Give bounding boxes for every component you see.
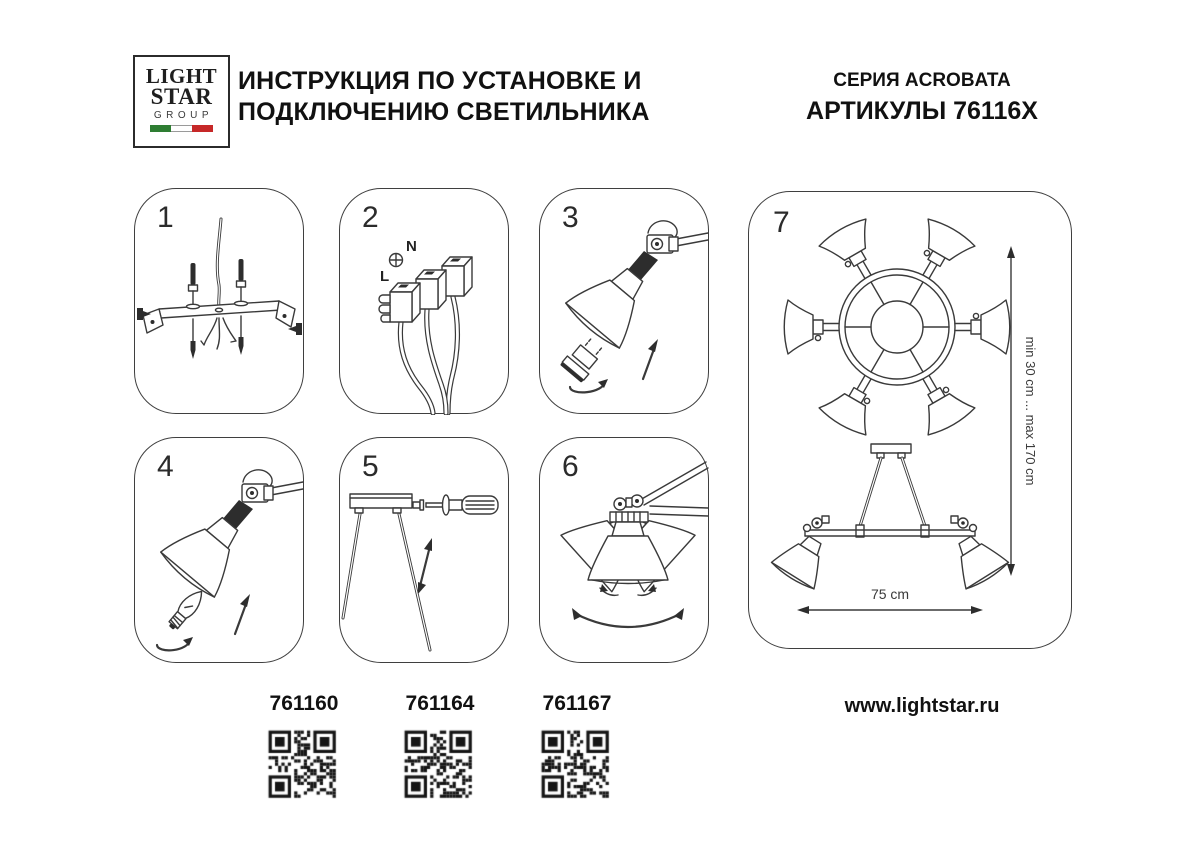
width-dimension — [797, 586, 983, 614]
suspension-wires — [343, 514, 430, 650]
article-code: 761160 — [269, 692, 339, 715]
terminal-block — [379, 283, 420, 322]
step-number: 5 — [362, 450, 379, 483]
step-number: 4 — [157, 450, 174, 483]
step-number: 7 — [773, 206, 790, 239]
chandelier-arm — [784, 216, 1010, 438]
step-number: 1 — [157, 201, 174, 234]
insert-arrow — [235, 594, 250, 634]
series-label: СЕРИЯ ACROBATA — [833, 70, 1011, 91]
lamp-arm — [647, 221, 708, 253]
ceiling-canopy — [350, 494, 412, 513]
hinge-cluster — [610, 495, 648, 522]
hinge — [951, 516, 977, 532]
lamp-arm — [242, 470, 303, 502]
logo-text: STAR — [150, 84, 213, 109]
step-7-panel — [748, 191, 1072, 649]
rotate-arrow — [570, 379, 608, 392]
logo-text: GROUP — [153, 110, 214, 121]
italian-flag-icon — [150, 125, 214, 132]
qr-code — [402, 728, 478, 804]
step-number: 6 — [562, 450, 579, 483]
step7-dimensions-diagram — [749, 192, 1073, 650]
article-code: 761167 — [542, 692, 612, 715]
lamp-arm — [640, 462, 708, 516]
width-dimension-label: 75 cm — [870, 586, 910, 602]
height-dimension-label: min 30 cm ... max 170 cm — [1023, 336, 1038, 486]
up-down-arrow — [418, 538, 432, 594]
hinge — [804, 516, 830, 532]
earth-symbol-icon — [390, 254, 403, 267]
logo-text: LIGHT — [145, 64, 218, 88]
socket-ring — [560, 335, 607, 383]
step-3-panel — [539, 188, 709, 414]
chandelier-top-view — [784, 216, 1010, 438]
chandelier-side-view — [770, 444, 1010, 591]
screwdriver — [413, 495, 498, 515]
step-number: 2 — [362, 201, 379, 234]
step-2-panel — [339, 188, 509, 414]
height-dimension — [1007, 246, 1038, 576]
insert-arrow — [643, 339, 658, 379]
qr-code — [539, 728, 615, 804]
step-6-panel — [539, 437, 709, 663]
wire-label-l: L — [380, 268, 390, 285]
lightstar-logo — [133, 55, 230, 148]
qr-code — [266, 728, 342, 804]
step-4-panel — [134, 437, 304, 663]
step-number: 3 — [562, 201, 579, 234]
website-url: www.lightstar.ru — [844, 695, 1000, 717]
article-code: 761164 — [405, 692, 475, 715]
light-bulb — [165, 587, 207, 633]
wire-label-n: N — [406, 238, 417, 255]
cable — [201, 219, 236, 349]
swivel-arrows — [572, 584, 684, 627]
articles-label: АРТИКУЛЫ 76116X — [806, 97, 1038, 125]
page-title: ИНСТРУКЦИЯ ПО УСТАНОВКЕ И ПОДКЛЮЧЕНИЮ СВЕТИЛЬНИКА — [238, 67, 650, 126]
step-1-panel — [134, 188, 304, 414]
rotate-arrow — [157, 637, 193, 650]
step-5-panel — [339, 437, 509, 663]
